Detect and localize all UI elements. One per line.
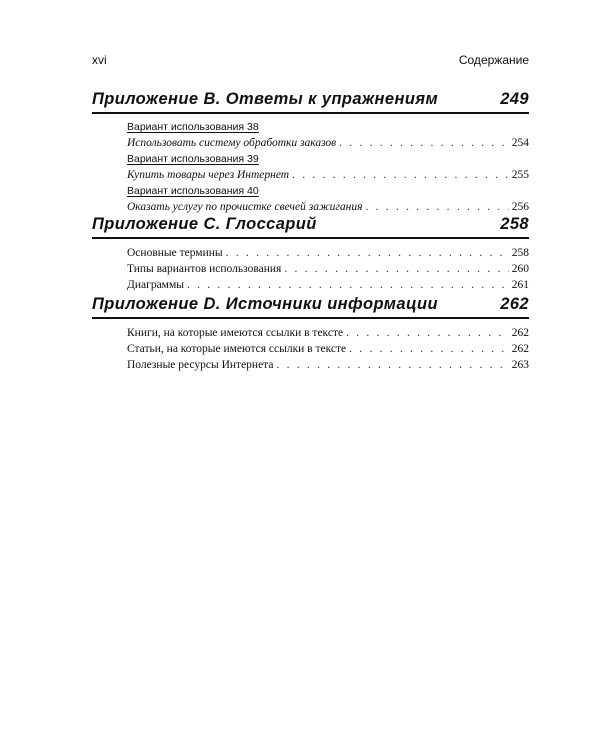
toc-line (127, 199, 529, 215)
running-head-title: Содержание (458, 53, 529, 67)
toc-entry-group (127, 120, 529, 151)
toc-entry-page: 261 (511, 279, 529, 291)
appendix-page-number: 249 (500, 90, 529, 108)
dot-leader (339, 135, 509, 151)
toc-entry-page: 262 (511, 327, 529, 339)
toc-line (127, 167, 529, 183)
toc-line (127, 341, 529, 357)
running-head (92, 53, 529, 69)
toc-line (127, 325, 529, 341)
toc-entry-text: Диаграммы (127, 279, 184, 291)
dot-leader (292, 167, 509, 183)
appendix-page-number: 258 (500, 215, 529, 233)
toc-entry-page: 255 (511, 169, 529, 181)
toc-entry-text: Купить товары через Интернет (127, 169, 290, 181)
toc-entry-text: Использовать систему обработки заказов (127, 137, 337, 149)
dot-leader (349, 341, 509, 357)
toc-entry-group (127, 152, 529, 183)
appendix-d-section (92, 295, 529, 373)
appendix-b-section (92, 90, 529, 216)
dot-leader (365, 199, 508, 215)
toc-entry-text: Оказать услугу по прочистке свечей зажигания (127, 201, 363, 213)
use-case-label: Вариант использования 38 (127, 121, 259, 133)
appendix-d-heading (92, 295, 529, 319)
toc-entry-text: Статьи, на которые имеются ссылки в тексте (127, 343, 347, 355)
toc-entries (127, 120, 529, 215)
toc-entry-page: 254 (511, 137, 529, 149)
toc-line (127, 135, 529, 151)
toc-line (127, 357, 529, 373)
toc-entry-text: Полезные ресурсы Интернета (127, 359, 274, 371)
toc-entry-text: Книги, на которые имеются ссылки в тексте (127, 327, 344, 339)
appendix-title: Приложение С. Глоссарий (92, 215, 317, 233)
dot-leader (187, 277, 509, 293)
dot-leader (226, 245, 509, 261)
toc-entries (127, 325, 529, 373)
toc-entry-group (127, 184, 529, 215)
appendix-c-heading (92, 215, 529, 239)
use-case-label: Вариант использования 39 (127, 153, 259, 165)
use-case-label: Вариант использования 40 (127, 185, 259, 197)
toc-line (127, 245, 529, 261)
toc-entries (127, 245, 529, 293)
toc-entry-text: Типы вариантов использования (127, 263, 282, 275)
toc-entry-page: 262 (511, 343, 529, 355)
toc-entry-text: Основные термины (127, 247, 223, 259)
dot-leader (346, 325, 509, 341)
toc-line (127, 277, 529, 293)
dot-leader (284, 261, 508, 277)
appendix-page-number: 262 (500, 295, 529, 313)
appendix-title: Приложение D. Источники информации (92, 295, 438, 313)
toc-entry-page: 260 (511, 263, 529, 275)
dot-leader (276, 357, 508, 373)
appendix-c-section (92, 215, 529, 293)
toc-entry-page: 256 (511, 201, 529, 213)
toc-line (127, 261, 529, 277)
toc-entry-page: 263 (511, 359, 529, 371)
appendix-b-heading (92, 90, 529, 114)
toc-entry-page: 258 (511, 247, 529, 259)
appendix-title: Приложение В. Ответы к упражнениям (92, 90, 439, 108)
page-number-roman: xvi (92, 53, 107, 67)
